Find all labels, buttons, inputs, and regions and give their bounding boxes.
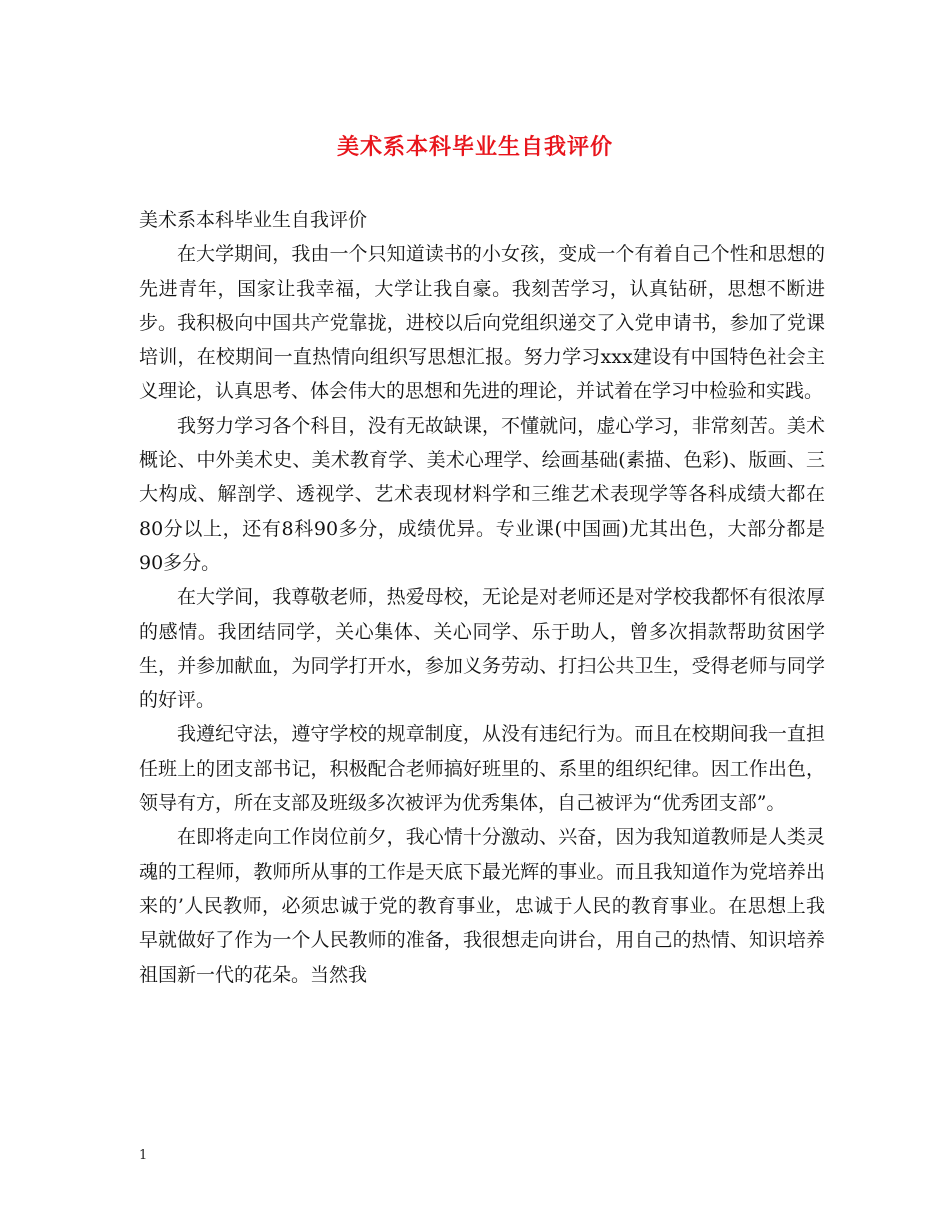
paragraph-5: 在即将走向工作岗位前夕，我心情十分激动、兴奋，因为我知道教师是人类灵魂的工程师，教师所从事的工作是天底下最光辉的事业。而且我知道作为党培养出来的’人民教师，必须忠诚于党的教育事业，忠诚于人民的教育事业。在思想上我早就做好了作为一个人民教师的准备，我很想走向讲台，用自己的热情、知识培养祖国新一代的花朵。当然我 bbox=[139, 826, 825, 986]
document-body bbox=[139, 203, 825, 992]
document-subtitle: 美术系本科毕业生自我评价 bbox=[139, 209, 368, 231]
paragraph-4: 我遵纪守法，遵守学校的规章制度，从没有违纪行为。而且在校期间我一直担任班上的团支部书记，积极配合老师搞好班里的、系里的组织纪律。因工作出色，领导有方，所在支部及班级多次被评为优秀集体，自己被评为“优秀团支部”。 bbox=[139, 723, 825, 815]
paragraph-2: 我努力学习各个科目，没有无故缺课，不懂就问，虚心学习，非常刻苦。美术概论、中外美术史、美术教育学、美术心理学、绘画基础(素描、色彩)、版画、三大构成、解剖学、透视学、艺术表现材料学和三维艺术表现学等各科成绩大都在80分以上，还有8科90多分，成绩优异。专业课(中国画)尤其出色，大部分都是90多分。 bbox=[139, 414, 825, 574]
document-title: 美术系本科毕业生自我评价 bbox=[336, 134, 613, 160]
paragraph-1: 在大学期间，我由一个只知道读书的小女孩，变成一个有着自己个性和思想的先进青年，国家让我幸福，大学让我自豪。我刻苦学习，认真钻研，思想不断进步。我积极向中国共产党靠拢，进校以后向党组织递交了入党申请书，参加了党课培训，在校期间一直热情向组织写思想汇报。努力学习xxx建设有中国特色社会主义理论，认真思考、体会伟大的思想和先进的理论，并试着在学习中检验和实践。 bbox=[139, 243, 825, 403]
page-number: 1 bbox=[139, 1148, 148, 1163]
paragraph-3: 在大学间，我尊敬老师，热爱母校，无论是对老师还是对学校我都怀有很浓厚的感情。我团结同学，关心集体、关心同学、乐于助人，曾多次捐款帮助贫困学生，并参加献血，为同学打开水，参加义务劳动、打扫公共卫生，受得老师与同学的好评。 bbox=[139, 586, 825, 712]
